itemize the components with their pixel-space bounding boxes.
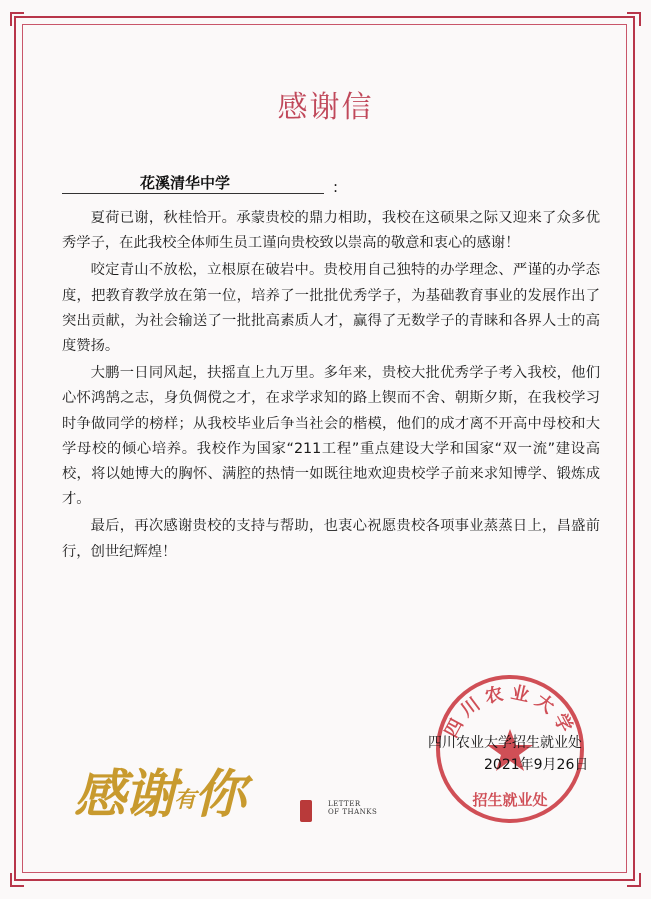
paragraph-2: 咬定青山不放松，立根原在破岩中。贵校用自己独特的办学理念、严谨的办学态度，把教育教学放在第一位，培养了一批批优秀学子，为基础教育事业的发展作出了突出贡献，为社会输送了一批批高素质人才，赢得了无数学子的青睐和各界人士的高度赞扬。 bbox=[62, 262, 600, 355]
mini-seal-icon bbox=[300, 800, 312, 822]
paragraph-3: 大鹏一日同风起，扶摇直上九万里。多年来，贵校大批优秀学子考入我校，他们心怀鸿鹄之志，身负倜傥之才，在求学求知的路上锲而不舍、朝斯夕斯，在我校学习时争做同学的榜样；从我校毕业后争当社会的楷模，他们的成才离不开高中母校和大学母校的倾心培养。我校作为国家“211工程”重点建设大学和国家“双一流”建设高校，将以她博大的胸怀、满腔的热情一如既往地欢迎贵校学子前来求知博学、锻炼成才。 bbox=[62, 365, 600, 508]
paragraph-4: 最后，再次感谢贵校的支持与帮助，也衷心祝愿贵校各项事业蒸蒸日上，昌盛前行，创世纪辉煌！ bbox=[62, 518, 600, 560]
letter-title: 感谢信 bbox=[277, 90, 374, 125]
calligraphy-main: 感谢 bbox=[74, 764, 175, 825]
paragraph-1: 夏荷已谢，秋桂恰开。承蒙贵校的鼎力相助，我校在这硕果之际又迎来了众多优秀学子，在此我校全体师生员工谨向贵校致以崇高的敬意和衷心的感谢！ bbox=[62, 210, 600, 252]
seal-bottom-text: 招生就业处 bbox=[472, 791, 548, 809]
recipient-colon: : bbox=[333, 178, 339, 196]
letter-of-thanks-label bbox=[328, 800, 377, 816]
signature-date: 2021年9月26日 bbox=[484, 757, 589, 773]
corner-ornament-tl bbox=[10, 12, 24, 26]
english-line-2: OF THANKS bbox=[328, 808, 378, 816]
recipient-name: 花溪清华中学 bbox=[140, 174, 231, 192]
corner-ornament-tr bbox=[627, 12, 641, 26]
calligraphy-tail: 你 bbox=[194, 764, 245, 825]
thanks-calligraphy bbox=[74, 752, 244, 827]
corner-ornament-br bbox=[627, 873, 641, 887]
corner-ornament-bl bbox=[10, 873, 24, 887]
calligraphy-small: 有 bbox=[174, 787, 195, 813]
signature-organization: 四川农业大学招生就业处 bbox=[428, 735, 582, 751]
letter-body bbox=[62, 206, 600, 567]
recipient-underline bbox=[62, 193, 324, 194]
english-line-1: LETTER bbox=[328, 800, 361, 808]
seal-top-text: 四川农业大学 bbox=[440, 682, 580, 742]
